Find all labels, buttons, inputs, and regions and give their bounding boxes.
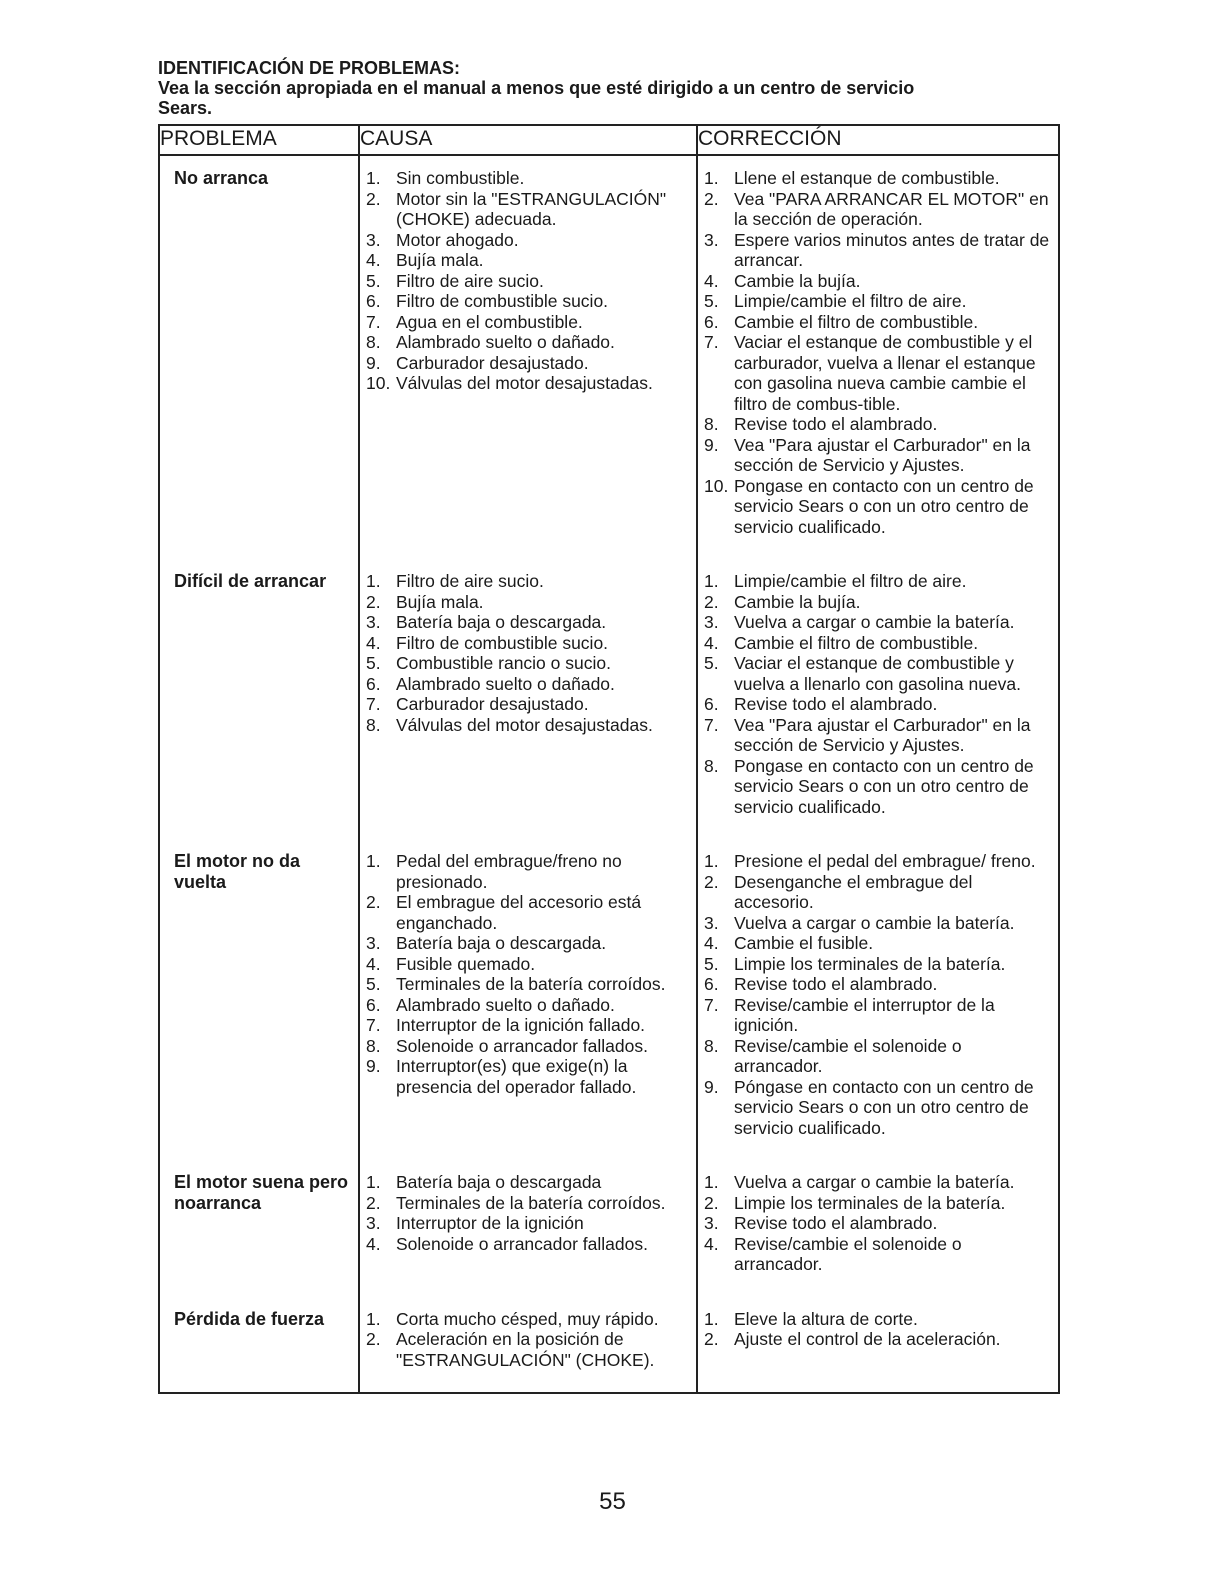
item-number: 8. [366,714,381,735]
item-text: Revise/cambie el solenoide o arrancador. [734,1233,962,1274]
table-row [159,1160,1059,1297]
cause-cell [359,839,697,1160]
list-item [366,612,692,633]
list-item [704,1193,1054,1214]
correction-list [698,839,1058,1160]
item-text: Ajuste el control de la aceleración. [734,1329,1001,1349]
item-number: 2. [366,1192,381,1213]
item-text: Alambrado suelto o dañado. [396,994,615,1015]
header-problem: PROBLEMA [159,125,359,155]
item-number: 2. [704,1192,719,1213]
list-item [366,633,692,654]
item-number: 2. [366,591,381,612]
problem-cell: Difícil de arrancar [159,559,359,839]
list-item [366,715,692,736]
item-number: 6. [366,291,381,311]
item-text: Limpie los terminales de la batería. [734,953,1006,974]
item-text: Válvulas del motor desajustadas. [396,714,653,735]
correction-list [698,1160,1058,1297]
page-heading [158,58,1058,118]
item-number: 3. [366,933,381,953]
list-item [366,974,692,995]
item-number: 7. [366,694,381,714]
item-number: 5. [704,291,719,311]
item-number: 8. [704,414,719,434]
cause-cell [359,155,697,559]
item-text: Pongase en contacto con un centro de servicio Sears o con un otro centro de servicio cualificado. [734,755,1034,817]
item-number: 1. [704,1308,719,1329]
list-item [704,332,1054,414]
item-number: 6. [704,974,719,994]
cause-cell [359,559,697,839]
list-item [366,592,692,613]
table-row [159,1297,1059,1394]
list-item [704,435,1054,476]
item-text: Bujía mala. [396,591,484,612]
problem-cell: El motor suena pero noarranca [159,1160,359,1297]
correction-list [698,559,1058,839]
list-item [704,230,1054,271]
item-number: 3. [704,912,719,933]
item-number: 3. [704,1213,719,1233]
list-item [704,933,1054,954]
list-item [366,1309,692,1330]
table-row [159,839,1059,1160]
item-text: Solenoide o arrancador fallados. [396,1233,648,1254]
item-text: Revise todo el alambrado. [734,974,938,994]
list-item [366,653,692,674]
correction-list [698,156,1058,559]
problem-cell: No arranca [159,155,359,559]
list-item [704,633,1054,654]
item-text: Cambie la bujía. [734,270,861,291]
item-number: 3. [366,229,381,250]
list-item [704,312,1054,333]
item-text: Motor ahogado. [396,229,519,250]
item-number: 7. [704,714,719,735]
item-text: Sin combustible. [396,168,525,188]
correction-cell [697,155,1059,559]
header-cause: CAUSA [359,125,697,155]
list-item [704,476,1054,538]
list-item [366,250,692,271]
item-text: Cambie el filtro de combustible. [734,311,979,332]
correction-cell [697,1160,1059,1297]
item-text: Desenganche el embrague del accesorio. [734,871,973,912]
item-text: Interruptor de la ignición [396,1213,584,1233]
list-item [366,189,692,230]
item-number: 4. [704,933,719,953]
item-text: Fusible quemado. [396,953,536,974]
item-number: 1. [704,168,719,188]
item-number: 8. [704,1035,719,1056]
item-number: 5. [366,974,381,994]
list-item [704,715,1054,756]
list-item [366,995,692,1016]
list-item [366,694,692,715]
item-number: 2. [704,188,719,209]
item-number: 4. [704,270,719,291]
list-item [366,1213,692,1234]
item-number: 2. [366,1329,381,1349]
item-number: 5. [366,270,381,291]
item-text: Aceleración en la posición de "ESTRANGULACIÓN" (CHOKE). [396,1329,655,1370]
item-number: 1. [704,1172,719,1192]
item-number: 3. [366,612,381,632]
list-item [704,612,1054,633]
item-text: Filtro de combustible sucio. [396,632,609,653]
list-item [704,1172,1054,1193]
item-text: Alambrado suelto o dañado. [396,332,615,352]
item-text: Limpie/cambie el filtro de aire. [734,291,967,311]
item-text: Interruptor de la ignición fallado. [396,1015,646,1035]
item-number: 6. [704,694,719,714]
item-text: Revise todo el alambrado. [734,414,938,434]
item-number: 2. [366,188,381,209]
item-text: Pongase en contacto con un centro de servicio Sears o con un otro centro de servicio cualificado. [734,475,1034,537]
list-item [704,189,1054,230]
item-number: 8. [366,1035,381,1056]
problem-cell: Pérdida de fuerza [159,1297,359,1394]
item-number: 4. [366,250,381,270]
list-item [366,1036,692,1057]
item-number: 7. [366,1015,381,1035]
item-number: 1. [704,851,719,871]
item-text: Vaciar el estanque de combustible y vuelva a llenarlo con gasolina nueva. [734,653,1021,694]
list-item [366,271,692,292]
item-text: Filtro de aire sucio. [396,270,544,291]
item-number: 3. [704,612,719,632]
item-number: 9. [366,1056,381,1076]
item-text: Limpie los terminales de la batería. [734,1192,1006,1213]
list-item [366,373,692,394]
item-text: Vea "PARA ARRANCAR EL MOTOR" en la sección de operación. [734,188,1049,229]
item-text: Pedal del embrague/freno no presionado. [396,851,622,892]
list-item [704,974,1054,995]
item-text: Revise/cambie el interruptor de la ignición. [734,994,995,1035]
item-number: 1. [366,571,381,591]
item-number: 7. [704,332,719,352]
item-number: 4. [366,953,381,974]
item-text: Motor sin la "ESTRANGULACIÓN" (CHOKE) adecuada. [396,188,667,229]
item-number: 3. [704,229,719,250]
cause-cell [359,1297,697,1394]
item-text: Vuelva a cargar o cambie la batería. [734,1172,1015,1192]
table-row [159,559,1059,839]
list-item [704,592,1054,613]
item-text: Eleve la altura de corte. [734,1308,918,1329]
item-text: Vea "Para ajustar el Carburador" en la sección de Servicio y Ajustes. [734,434,1031,475]
item-text: Terminales de la batería corroídos. [396,1192,666,1213]
item-text: Agua en el combustible. [396,311,583,332]
table-row [159,155,1059,559]
correction-cell [697,839,1059,1160]
item-number: 2. [704,591,719,612]
cause-list [360,839,696,1119]
list-item [704,872,1054,913]
list-item [704,653,1054,694]
list-item [366,1329,692,1370]
item-text: Carburador desajustado. [396,694,589,714]
item-text: Limpie/cambie el filtro de aire. [734,571,967,591]
item-number: 3. [366,1213,381,1233]
item-text: Batería baja o descargada [396,1172,602,1192]
header-correction: CORRECCIÓN [697,125,1059,155]
item-number: 2. [704,871,719,892]
list-item [704,913,1054,934]
item-number: 1. [366,1308,381,1329]
heading-line-2: Sears. [158,98,213,118]
item-text: Espere varios minutos antes de tratar de arrancar. [734,229,1050,270]
item-text: Solenoide o arrancador fallados. [396,1035,648,1056]
item-text: Bujía mala. [396,250,484,270]
item-number: 9. [704,1076,719,1097]
list-item [366,230,692,251]
item-text: Interruptor(es) que exige(n) la presencia del operador fallado. [396,1056,637,1097]
item-text: El embrague del accesorio está enganchado. [396,892,642,933]
table-header-row [159,125,1059,155]
item-number: 1. [704,571,719,591]
item-text: Vaciar el estanque de combustible y el carburador, vuelva a llenar el estanque con gasolina nueva cambie cambie el filtro de combus-tible. [734,332,1036,414]
item-number: 4. [704,1233,719,1254]
heading-line-1: Vea la sección apropiada en el manual a menos que esté dirigido a un centro de servicio [158,78,915,98]
item-text: Batería baja o descargada. [396,933,607,953]
item-number: 8. [366,332,381,352]
item-number: 7. [704,994,719,1015]
list-item [366,353,692,374]
item-number: 6. [704,311,719,332]
list-item [366,933,692,954]
list-item [366,1056,692,1097]
list-item [366,571,692,592]
item-text: Cambie el fusible. [734,933,874,953]
list-item [366,1015,692,1036]
list-item [366,674,692,695]
item-number: 6. [366,994,381,1015]
item-number: 2. [366,892,381,912]
cause-list [360,156,696,416]
list-item [704,1309,1054,1330]
list-item [704,995,1054,1036]
item-number: 1. [366,1172,381,1192]
item-number: 4. [366,632,381,653]
list-item [704,1036,1054,1077]
list-item [366,332,692,353]
item-text: Alambrado suelto o dañado. [396,673,615,694]
item-text: Revise/cambie el solenoide o arrancador. [734,1035,962,1076]
item-number: 9. [704,434,719,455]
list-item [366,291,692,312]
list-item [366,954,692,975]
item-text: Revise todo el alambrado. [734,1213,938,1233]
problem-cell: El motor no da vuelta [159,839,359,1160]
list-item [704,168,1054,189]
item-text: Válvulas del motor desajustadas. [396,373,653,393]
list-item [704,571,1054,592]
item-text: Vuelva a cargar o cambie la batería. [734,612,1015,632]
heading-title: IDENTIFICACIÓN DE PROBLEMAS: [158,58,461,78]
item-number: 4. [704,632,719,653]
list-item [704,271,1054,292]
item-text: Cambie el filtro de combustible. [734,632,979,653]
item-text: Póngase en contacto con un centro de servicio Sears o con un otro centro de servicio cualificado. [734,1076,1034,1138]
list-item [366,312,692,333]
list-item [704,1213,1054,1234]
item-number: 10. [704,475,729,496]
item-text: Llene el estanque de combustible. [734,168,1000,188]
cause-list [360,1297,696,1393]
page-number: 55 [599,1488,626,1515]
item-number: 7. [366,311,381,332]
list-item [366,1172,692,1193]
item-text: Batería baja o descargada. [396,612,607,632]
cause-list [360,559,696,757]
list-item [704,1329,1054,1350]
list-item [366,1193,692,1214]
item-number: 1. [366,168,381,188]
cause-list [360,1160,696,1276]
cause-cell [359,1160,697,1297]
item-number: 5. [704,653,719,673]
item-number: 5. [704,953,719,974]
item-text: Cambie la bujía. [734,591,861,612]
list-item [704,414,1054,435]
item-number: 9. [366,352,381,373]
list-item [704,756,1054,818]
list-item [704,291,1054,312]
item-text: Revise todo el alambrado. [734,694,938,714]
item-text: Vea "Para ajustar el Carburador" en la sección de Servicio y Ajustes. [734,714,1031,755]
item-number: 5. [366,653,381,673]
item-text: Filtro de combustible sucio. [396,291,609,311]
correction-cell [697,559,1059,839]
list-item [366,892,692,933]
item-text: Filtro de aire sucio. [396,571,544,591]
item-number: 4. [366,1233,381,1254]
correction-list [698,1297,1058,1372]
item-text: Combustible rancio o sucio. [396,653,611,673]
list-item [704,1234,1054,1275]
troubleshooting-table [158,124,1060,1394]
item-text: Corta mucho césped, muy rápido. [396,1308,659,1329]
list-item [704,694,1054,715]
item-number: 1. [366,851,381,871]
item-text: Vuelva a cargar o cambie la batería. [734,912,1015,933]
item-text: Presione el pedal del embrague/ freno. [734,851,1036,871]
list-item [704,1077,1054,1139]
item-text: Carburador desajustado. [396,352,589,373]
item-number: 6. [366,673,381,694]
list-item [704,851,1054,872]
list-item [366,851,692,892]
item-number: 2. [704,1329,719,1349]
list-item [366,168,692,189]
item-text: Terminales de la batería corroídos. [396,974,666,994]
item-number: 8. [704,755,719,776]
correction-cell [697,1297,1059,1394]
list-item [366,1234,692,1255]
list-item [704,954,1054,975]
item-number: 10. [366,373,391,393]
